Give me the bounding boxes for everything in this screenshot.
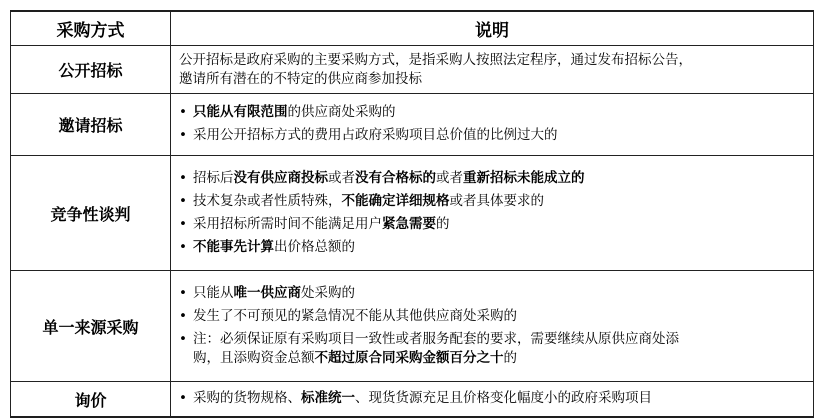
bullet-icon: • [179, 215, 187, 232]
procurement-methods-table [10, 10, 814, 418]
bullet-icon: • [179, 330, 187, 347]
list-item: • 采用招标所需时间不能满足用户紧急需要的 [179, 215, 450, 232]
description-line: 邀请所有潜在的不特定的供应商参加投标 [179, 70, 422, 87]
list-item: • 不能事先计算出价格总额的 [179, 238, 355, 255]
bullet-icon: • [179, 307, 187, 324]
bullet-icon: • [179, 127, 187, 143]
list-item: • 只能从有限范围的供应商处采购的 [179, 104, 396, 120]
list-item: • 只能从唯一供应商处采购的 [179, 284, 355, 301]
list-item: • 采购的货物规格、标准统一、现货货源充足且价格变化幅度小的政府采购项目 [179, 390, 652, 406]
header-method: 采购方式 [11, 11, 171, 46]
table-row [11, 271, 814, 382]
bullet-icon: • [179, 192, 187, 209]
description-line: 公开招标是政府采购的主要采购方式，是指采购人按照法定程序，通过发布招标公告， [179, 51, 692, 68]
method-description [171, 156, 814, 271]
list-item: • 招标后没有供应商投标或者没有合格标的或者重新招标未能成立的 [179, 169, 585, 186]
method-description [171, 382, 814, 418]
method-name: 邀请招标 [11, 94, 171, 156]
header-description: 说明 [171, 11, 814, 46]
table-row [11, 46, 814, 94]
bullet-icon: • [179, 169, 187, 186]
list-item: • 采用公开招标方式的费用占政府采购项目总价值的比例过大的 [179, 127, 558, 143]
method-name: 公开招标 [11, 46, 171, 94]
table-row [11, 156, 814, 271]
method-name: 询价 [11, 382, 171, 418]
bullet-icon: • [179, 284, 187, 301]
list-item: • 发生了不可预见的紧急情况不能从其他供应商处采购的 [179, 307, 517, 324]
bullet-icon: • [179, 104, 187, 120]
method-name: 单一来源采购 [11, 271, 171, 382]
list-item: • 技术复杂或者性质特殊，不能确定详细规格或者具体要求的 [179, 192, 544, 209]
method-description [171, 271, 814, 382]
table-row [11, 382, 814, 418]
table-header-row [11, 11, 814, 46]
method-name: 竞争性谈判 [11, 156, 171, 271]
method-description [171, 94, 814, 156]
list-item: • 注：必须保证原有采购项目一致性或者服务配套的要求，需要继续从原供应商处添 购，且添购资金总额不超过原合同采购金额百分之十的 [179, 330, 679, 366]
table-row [11, 94, 814, 156]
bullet-icon: • [179, 238, 187, 255]
bullet-icon: • [179, 390, 187, 406]
method-description [171, 46, 814, 94]
